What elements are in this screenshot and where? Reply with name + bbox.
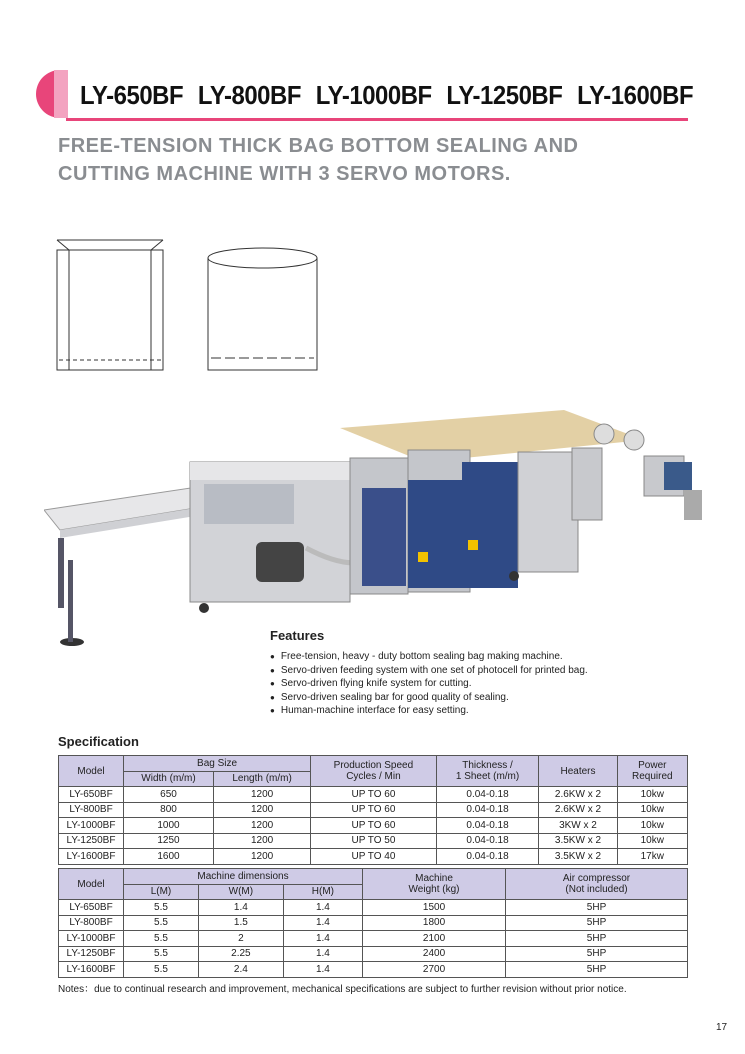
list-item: ● Human-machine interface for easy setting. xyxy=(270,704,588,718)
table-cell: 1.4 xyxy=(283,915,362,931)
table-cell: 2.6KW x 2 xyxy=(539,787,617,803)
col-header: W(M) xyxy=(198,884,283,900)
col-header: Model xyxy=(59,869,124,900)
list-item: ● Servo-driven feeding system with one set of photocell for printed bag. xyxy=(270,664,588,678)
col-header: Length (m/m) xyxy=(214,771,311,787)
table-row xyxy=(59,962,688,978)
page-subtitle xyxy=(58,132,698,188)
table-cell: 10kw xyxy=(617,818,687,834)
col-header: Bag Size xyxy=(124,756,311,772)
table-cell: 0.04-0.18 xyxy=(436,787,539,803)
table-cell: 10kw xyxy=(617,802,687,818)
col-header xyxy=(617,756,687,787)
spec-table-main xyxy=(58,755,688,865)
table-cell: 0.04-0.18 xyxy=(436,818,539,834)
table-row xyxy=(59,787,688,803)
table-cell: 2100 xyxy=(363,931,506,947)
model-name: LY-1600BF xyxy=(577,80,694,110)
table-cell: LY-800BF xyxy=(59,915,124,931)
header-line: Production Speed xyxy=(333,760,414,771)
table-cell: 1500 xyxy=(363,900,506,916)
table-cell: LY-800BF xyxy=(59,802,124,818)
table-cell: LY-1000BF xyxy=(59,818,124,834)
col-header: Model xyxy=(59,756,124,787)
table-cell: 5.5 xyxy=(124,962,199,978)
table-cell: 1200 xyxy=(214,849,311,865)
notes: Notes：due to continual research and improvement, mechanical specifications are subject to further revision without prior notice. xyxy=(58,984,627,995)
list-item: ● Free-tension, heavy - duty bottom sealing bag making machine. xyxy=(270,650,588,664)
table-cell: 5HP xyxy=(506,900,688,916)
table-cell: LY-650BF xyxy=(59,900,124,916)
table-cell: 1000 xyxy=(124,818,214,834)
table-cell: 1.4 xyxy=(283,900,362,916)
table-cell: 5.5 xyxy=(124,915,199,931)
table-cell: 5.5 xyxy=(124,946,199,962)
col-header: Machine dimensions xyxy=(124,869,363,885)
header-line: Required xyxy=(632,771,673,782)
table-cell: 0.04-0.18 xyxy=(436,833,539,849)
features-list xyxy=(270,650,588,718)
table-cell: 5.5 xyxy=(124,931,199,947)
table-cell: 1250 xyxy=(124,833,214,849)
spec-table-dimensions xyxy=(58,868,688,978)
table-cell: 2.6KW x 2 xyxy=(539,802,617,818)
table-row xyxy=(59,802,688,818)
table-cell: 1.5 xyxy=(198,915,283,931)
table-cell: 800 xyxy=(124,802,214,818)
table-row xyxy=(59,849,688,865)
header-line: Air compressor xyxy=(562,873,631,884)
table-cell: 1.4 xyxy=(283,946,362,962)
table-cell: 3KW x 2 xyxy=(539,818,617,834)
table-cell: 5HP xyxy=(506,931,688,947)
col-header xyxy=(506,869,688,900)
table-row xyxy=(59,946,688,962)
table-cell: 2 xyxy=(198,931,283,947)
table-cell: 10kw xyxy=(617,787,687,803)
table-row xyxy=(59,833,688,849)
table-cell: UP TO 60 xyxy=(311,787,437,803)
table-cell: 5.5 xyxy=(124,900,199,916)
subtitle-line: FREE-TENSION THICK BAG BOTTOM SEALING AND xyxy=(58,135,579,157)
table-cell: 3.5KW x 2 xyxy=(539,849,617,865)
header-line: 1 Sheet (m/m) xyxy=(455,771,520,782)
table-cell: 1.4 xyxy=(198,900,283,916)
header-line: Machine xyxy=(415,873,453,884)
table-cell: 2.4 xyxy=(198,962,283,978)
bag-diagram-gusseted xyxy=(57,240,163,370)
table-cell: LY-650BF xyxy=(59,787,124,803)
table-row xyxy=(59,818,688,834)
table-cell: LY-1600BF xyxy=(59,849,124,865)
table-cell: UP TO 50 xyxy=(311,833,437,849)
model-name: LY-1000BF xyxy=(315,80,432,110)
header-line: Weight (kg) xyxy=(408,884,460,895)
table-cell: 2.25 xyxy=(198,946,283,962)
model-name: LY-650BF xyxy=(80,80,184,110)
page-number: 17 xyxy=(716,1022,728,1033)
table-cell: 2700 xyxy=(363,962,506,978)
table-cell: LY-1000BF xyxy=(59,931,124,947)
table-cell: 650 xyxy=(124,787,214,803)
machine-photo xyxy=(44,400,724,650)
col-header: L(M) xyxy=(124,884,199,900)
list-item: ● Servo-driven sealing bar for good quality of sealing. xyxy=(270,691,588,705)
table-cell: 1200 xyxy=(214,802,311,818)
table-cell: 5HP xyxy=(506,946,688,962)
table-cell: 5HP xyxy=(506,915,688,931)
header-line: Cycles / Min xyxy=(346,771,401,782)
table-row xyxy=(59,915,688,931)
table-cell: 0.04-0.18 xyxy=(436,849,539,865)
subtitle-line: CUTTING MACHINE WITH 3 SERVO MOTORS. xyxy=(58,163,511,185)
model-list xyxy=(80,80,708,111)
header-line: (Not included) xyxy=(565,884,628,895)
header-line: Power xyxy=(638,760,667,771)
table-cell: LY-1600BF xyxy=(59,962,124,978)
table-cell: 1800 xyxy=(363,915,506,931)
table-cell: UP TO 40 xyxy=(311,849,437,865)
table-cell: LY-1250BF xyxy=(59,833,124,849)
col-header xyxy=(363,869,506,900)
table-cell: 5HP xyxy=(506,962,688,978)
col-header: Width (m/m) xyxy=(124,771,214,787)
col-header xyxy=(436,756,539,787)
model-name: LY-1250BF xyxy=(446,80,563,110)
table-cell: 1.4 xyxy=(283,962,362,978)
table-cell: 1600 xyxy=(124,849,214,865)
table-cell: 2400 xyxy=(363,946,506,962)
bag-diagram-flat xyxy=(208,248,317,370)
model-name: LY-800BF xyxy=(197,80,302,110)
specification-title: Specification xyxy=(58,734,139,749)
table-cell: 1.4 xyxy=(283,931,362,947)
table-cell: UP TO 60 xyxy=(311,818,437,834)
table-cell: 10kw xyxy=(617,833,687,849)
table-cell: 17kw xyxy=(617,849,687,865)
table-row xyxy=(59,900,688,916)
list-item: ● Servo-driven flying knife system for cutting. xyxy=(270,677,588,691)
col-header xyxy=(311,756,437,787)
table-cell: 1200 xyxy=(214,787,311,803)
col-header: H(M) xyxy=(283,884,362,900)
col-header: Heaters xyxy=(539,756,617,787)
table-cell: LY-1250BF xyxy=(59,946,124,962)
header-rule xyxy=(66,118,688,121)
table-cell: 3.5KW x 2 xyxy=(539,833,617,849)
table-row xyxy=(59,931,688,947)
table-cell: 0.04-0.18 xyxy=(436,802,539,818)
header-line: Thickness / xyxy=(462,760,513,771)
header-tab-accent-light xyxy=(54,70,68,118)
features-title: Features xyxy=(270,628,325,643)
bag-diagrams xyxy=(55,238,325,378)
table-cell: 1200 xyxy=(214,833,311,849)
table-cell: 1200 xyxy=(214,818,311,834)
table-cell: UP TO 60 xyxy=(311,802,437,818)
